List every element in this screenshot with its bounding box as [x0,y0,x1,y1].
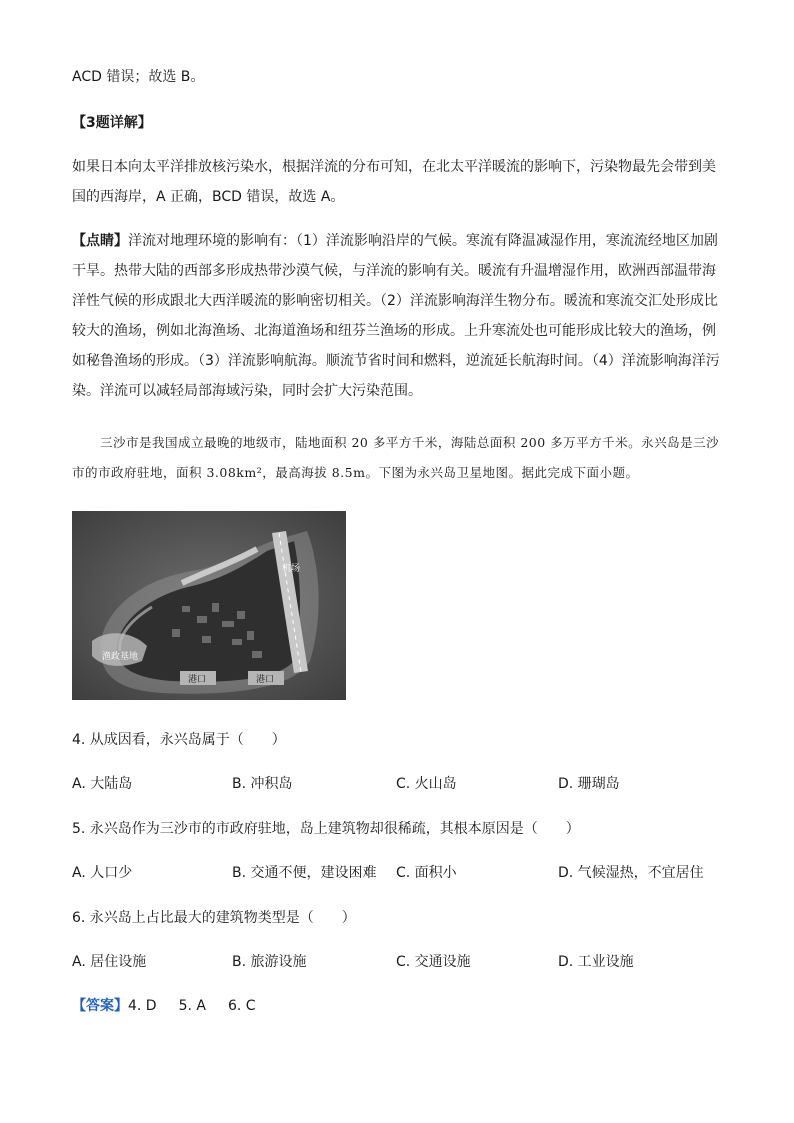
answer-5: 5. A [178,998,206,1014]
option-a: A. 居住设施 [72,954,147,970]
option-d: D. 珊瑚岛 [558,776,620,792]
q3-detail-text: 如果日本向太平洋排放核污染水，根据洋流的分布可知，在北太平洋暖流的影响下，污染物最先会带到美国的西海岸，A 正确，BCD 错误，故选 A。 [72,159,716,205]
option-b: B. 旅游设施 [232,954,307,970]
map-label-port-1: 港口 [188,675,207,685]
map-label-fishery-base: 渔政基地 [102,652,139,662]
option-b: B. 交通不便，建设困难 [232,865,377,881]
map-label-port-2: 港口 [256,675,275,685]
q3-detail-heading: 【3题详解】 [72,115,152,131]
tip-paragraph [72,226,722,406]
map-label-airport: 机场 [282,564,301,574]
option-c: C. 面积小 [396,865,457,881]
option-a: A. 大陆岛 [72,776,133,792]
answer-tag: 【答案】 [72,998,128,1014]
question-5-options [72,863,732,883]
option-c: C. 交通设施 [396,954,471,970]
answer-line [72,996,256,1016]
question-4-options [72,774,732,794]
answer-6: 6. C [227,998,256,1014]
question-6-stem: 6. 永兴岛上占比最大的建筑物类型是（ ） [72,910,356,926]
answer-4: 4. D [128,998,157,1014]
satellite-map-image [72,511,346,700]
option-b: B. 冲积岛 [232,776,293,792]
question-4-stem: 4. 从成因看，永兴岛属于（ ） [72,732,286,748]
island-satellite-graphic [72,511,346,700]
previous-answer-line: ACD 错误；故选 B。 [72,69,205,85]
question-5-stem: 5. 永兴岛作为三沙市的市政府驻地，岛上建筑物却很稀疏，其根本原因是（ ） [72,821,580,837]
tip-tag: 【点睛】 [72,233,128,249]
option-c: C. 火山岛 [396,776,457,792]
option-d: D. 工业设施 [558,954,634,970]
option-a: A. 人口少 [72,865,133,881]
tip-text: 洋流对地理环境的影响有：（1）洋流影响沿岸的气候。寒流有降温减湿作用，寒流流经地区加剧干旱。热带大陆的西部多形成热带沙漠气候，与洋流的影响有关。暖流有升温增湿作用，欧洲西部温带海洋性气候的形成跟北大西洋暖流的影响密切相关。（2）洋流影响海洋生物分布。暖流和寒流交汇处形成比较大的渔场，例如北海渔场、北海道渔场和纽芬兰渔场的形成。上升寒流处也可能形成比较大的渔场，例如秘鲁渔场的形成。（3）洋流影响航海。顺流节省时间和燃料，逆流延长航海时间。（4）洋流影响海洋污染。洋流可以减轻局部海域污染，同时会扩大污染范围。 [72,233,720,399]
option-d: D. 气候湿热，不宜居住 [558,865,704,881]
question-6-options [72,952,732,972]
passage-text: 三沙市是我国成立最晚的地级市，陆地面积 20 多平方千米，海陆总面积 200 多万平方千米。永兴岛是三沙市的市政府驻地，面积 3.08km²，最高海拔 8.5m。下图为永兴岛卫星地图。据此完成下面小题。 [72,435,720,480]
